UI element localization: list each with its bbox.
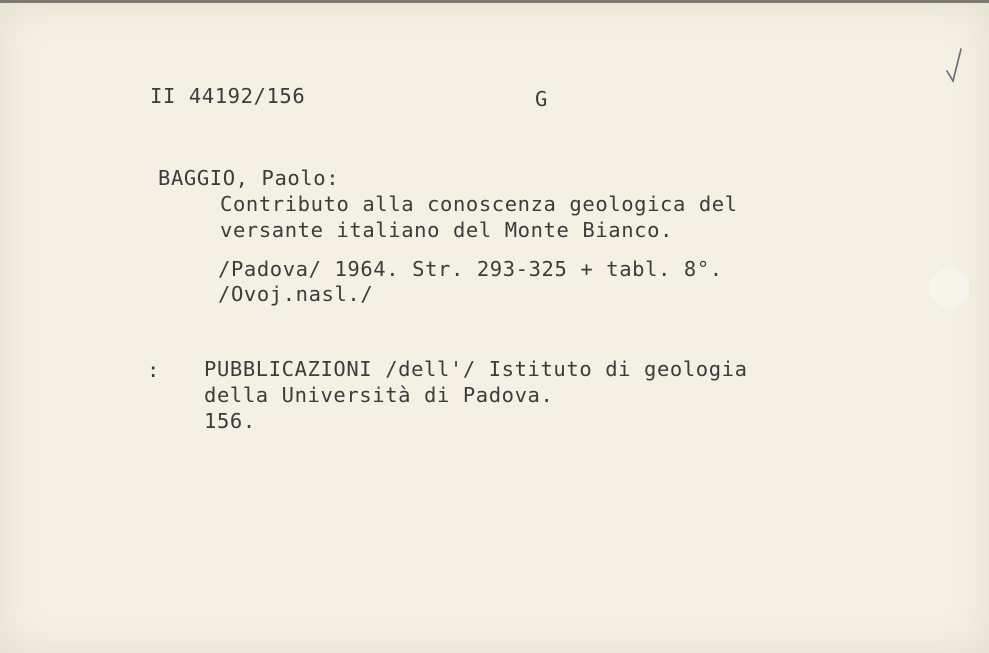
catalog-card xyxy=(0,3,989,653)
class-mark: G xyxy=(535,87,548,111)
imprint-line-1: /Padova/ 1964. Str. 293-325 + tabl. 8°. xyxy=(218,257,723,281)
paper-smudge xyxy=(930,268,970,308)
series-number: 156. xyxy=(204,409,256,433)
call-number: II 44192/156 xyxy=(150,84,306,108)
series-marker: : xyxy=(147,358,160,382)
imprint-line-2: /Ovoj.nasl./ xyxy=(218,282,374,306)
series-line-1: PUBBLICAZIONI /dell'/ Istituto di geologia xyxy=(204,357,748,381)
author-heading: BAGGIO, Paolo: xyxy=(158,166,340,190)
check-mark-icon xyxy=(944,47,966,87)
series-line-2: della Università di Padova. xyxy=(204,383,554,407)
title-line-1: Contributo alla conoscenza geologica del xyxy=(220,192,738,216)
title-line-2: versante italiano del Monte Bianco. xyxy=(220,218,673,242)
